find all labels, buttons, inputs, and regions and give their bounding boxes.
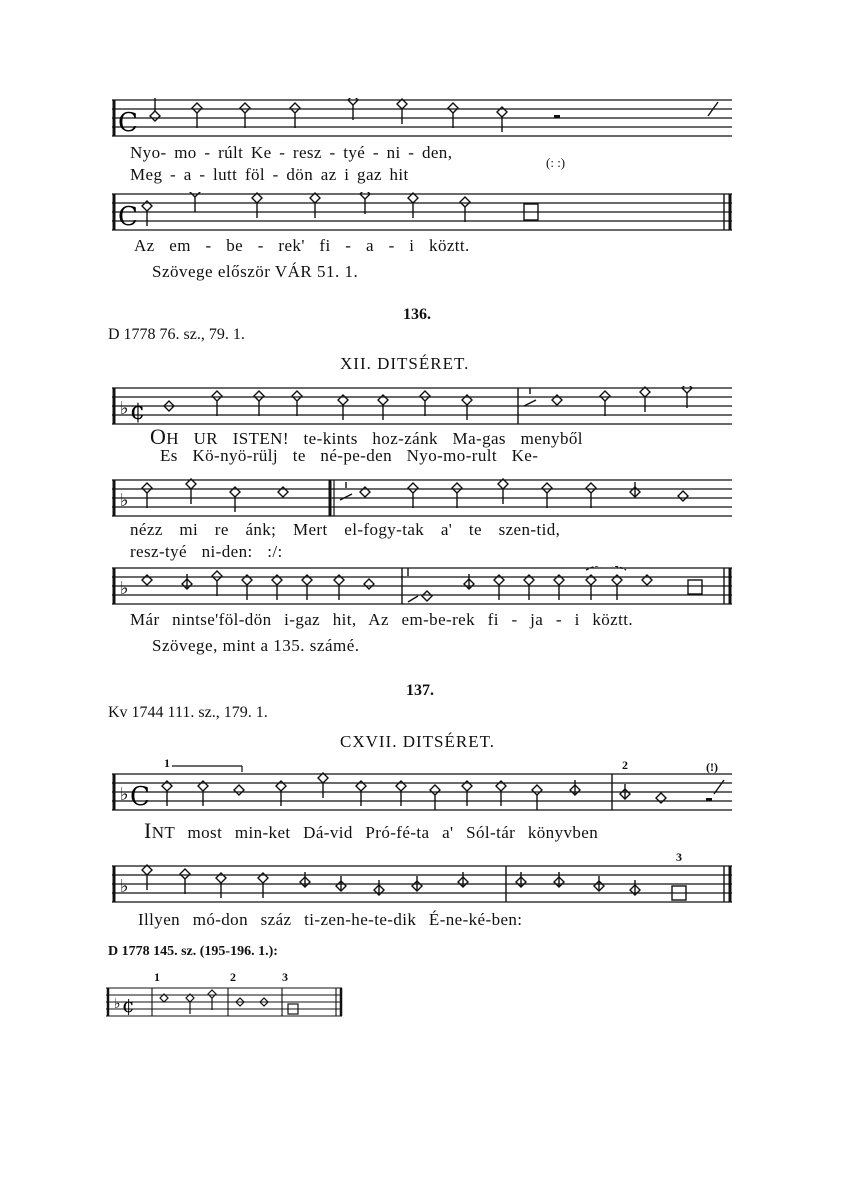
hymn-number-137: 137.: [406, 682, 434, 699]
hymn-title-136: XII. DITSÉRET.: [340, 354, 470, 373]
variant-mark-1: 1: [154, 970, 160, 984]
music-staff-136-line3: [112, 566, 732, 606]
hymn-reference-136: D 1778 76. sz., 79. 1.: [108, 326, 245, 343]
repeat-mark: (: :): [546, 155, 566, 170]
music-staff-136-line2: [112, 478, 732, 518]
svg-text:¢: ¢: [130, 397, 146, 425]
lyrics-136-line3: nézz mi re ánk; Mert el-fogy-tak a' te szen-tid,: [130, 520, 561, 539]
source-note-136: Szövege, mint a 135. számé.: [152, 636, 360, 655]
svg-text:C: C: [130, 782, 150, 812]
variant-mark-3: 3: [282, 970, 288, 984]
volta-mark-2: 2: [622, 758, 628, 772]
music-staff-135-line2: [112, 192, 732, 232]
lyrics-136-line2: Es Kö-nyö-rülj te né-pe-den Nyo-mo-rult Ke-: [160, 446, 539, 465]
svg-text:♭: ♭: [120, 490, 129, 511]
volta-mark-1: 1: [164, 756, 170, 770]
hymn-reference-137: Kv 1744 111. sz., 179. 1.: [108, 704, 268, 721]
svg-text:♭: ♭: [120, 578, 129, 599]
svg-text:C: C: [118, 202, 138, 232]
svg-text:♭: ♭: [120, 398, 129, 419]
music-staff-137-line2: [112, 864, 732, 904]
lyrics-136-line1-text: H UR ISTEN! te-kints hoz-zánk Ma-gas menyből: [166, 429, 583, 448]
svg-text:¢: ¢: [122, 993, 135, 1017]
lyrics-135-line2: Meg - a - lutt föl - dön az i gaz hit: [130, 165, 409, 184]
editorial-mark: (!): [706, 760, 718, 774]
variant-mark-2: 2: [230, 970, 236, 984]
music-staff-135-line1: [112, 98, 732, 138]
music-staff-136-line1: [112, 386, 732, 426]
lyrics-137-line2: Illyen mó-don száz ti-zen-he-te-dik É-ne-ké-ben:: [138, 910, 523, 929]
lyrics-137-line1-text: NT most min-ket Dá-vid Pró-fé-ta a' Sól-tár könyvben: [151, 823, 599, 842]
lyrics-135-line3: Az em - be - rek' fi - a - i köztt.: [134, 236, 470, 255]
music-staff-137-variant: [106, 986, 346, 1020]
hymn-title-137: CXVII. DITSÉRET.: [340, 732, 495, 751]
lyrics-136-line4: resz-tyé ni-den: :/:: [130, 542, 283, 561]
drop-cap-136: O: [150, 424, 167, 449]
svg-text:C: C: [118, 108, 138, 138]
source-note-135: Szövege először VÁR 51. 1.: [152, 262, 359, 281]
music-staff-137-line1: [112, 764, 732, 812]
hymn-number-136: 136.: [403, 306, 431, 323]
svg-text:♭: ♭: [120, 784, 129, 805]
volta-mark-3: 3: [676, 850, 682, 864]
lyrics-136-line5: Már nintse'föl-dön i-gaz hit, Az em-be-rek fi - ja - i köztt.: [130, 610, 634, 629]
drop-cap-137: I: [144, 818, 152, 843]
variant-reference: D 1778 145. sz. (195-196. 1.):: [108, 944, 278, 959]
svg-text:♭: ♭: [120, 876, 129, 897]
lyrics-137-line1: [144, 818, 598, 844]
lyrics-135-line1: Nyo- mo - rúlt Ke - resz - tyé - ni - den,: [130, 143, 453, 162]
svg-text:♭: ♭: [114, 996, 121, 1012]
